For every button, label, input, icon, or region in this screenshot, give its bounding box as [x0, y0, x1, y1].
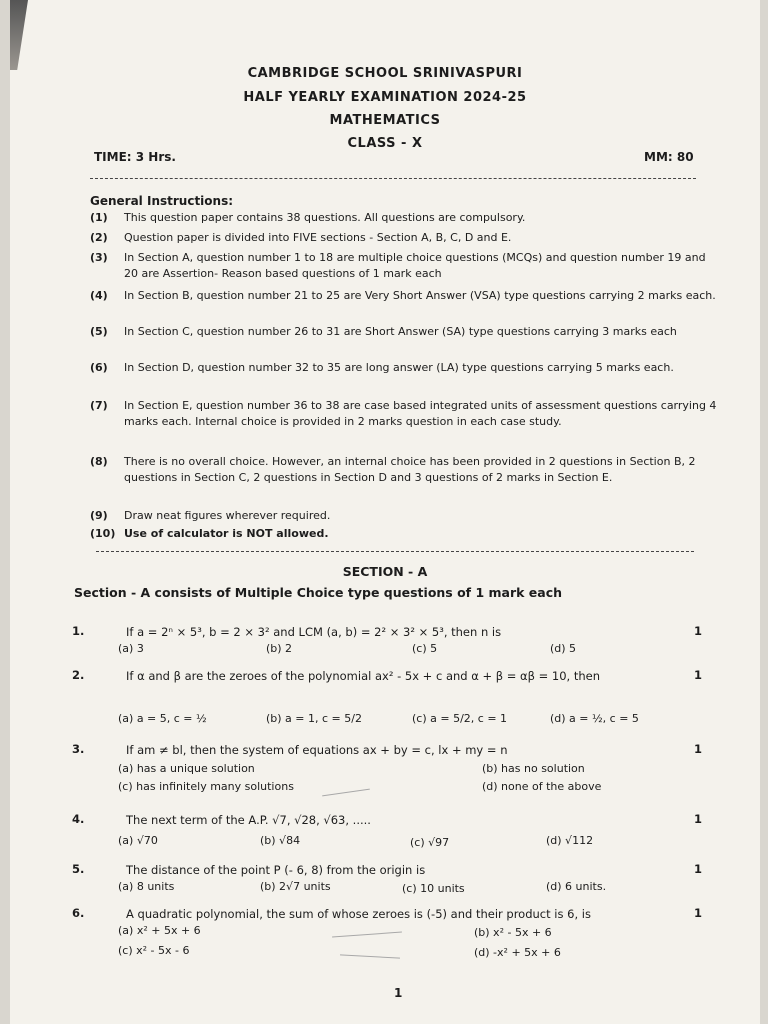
- question-marks: 1: [694, 862, 703, 876]
- instruction-item: [90, 250, 720, 282]
- instruction-item: [90, 324, 720, 340]
- instruction-number: (4): [90, 289, 108, 302]
- pencil-mark: [332, 932, 402, 938]
- option: (c) x² - 5x - 6: [118, 944, 190, 957]
- option: (a) 8 units: [118, 880, 175, 893]
- option: (c) √97: [410, 836, 450, 849]
- option: (d) √112: [546, 834, 594, 847]
- instruction-text: Use of calculator is NOT allowed.: [124, 527, 329, 540]
- school-name: CAMBRIDGE SCHOOL SRINIVASPURI: [247, 66, 523, 81]
- instruction-number: (1): [90, 211, 108, 224]
- instruction-text: There is no overall choice. However, an internal choice has been provided in 2 questions in Section B, 2 questions in Section C, 2 questions in Section D and 3 questions of 2 marks in Section E.: [124, 455, 696, 484]
- instruction-text: Draw neat figures wherever required.: [124, 509, 331, 522]
- question-marks: 1: [694, 906, 703, 920]
- pencil-mark: [340, 954, 400, 958]
- option: (b) x² - 5x + 6: [474, 926, 552, 939]
- question-text: The distance of the point P (- 6, 8) from the origin is: [126, 863, 426, 877]
- instruction-text: Question paper is divided into FIVE sections - Section A, B, C, D and E.: [124, 231, 512, 244]
- instruction-item: [90, 508, 720, 524]
- exam-title: HALF YEARLY EXAMINATION 2024-25: [243, 90, 527, 105]
- option: (a) has a unique solution: [118, 762, 255, 775]
- option: (a) a = 5, c = ½: [118, 712, 207, 725]
- page-edge-shadow: [10, 0, 28, 70]
- instruction-number: (3): [90, 251, 108, 264]
- option: (d) 5: [550, 642, 577, 655]
- instruction-text: In Section D, question number 32 to 35 are long answer (LA) type questions carrying 5 marks each.: [124, 361, 674, 374]
- instruction-text: In Section B, question number 21 to 25 are Very Short Answer (VSA) type questions carrying 2 marks each.: [124, 289, 716, 302]
- option: (b) has no solution: [482, 762, 585, 775]
- question-text: If α and β are the zeroes of the polynomial ax² - 5x + c and α + β = αβ = 10, then: [126, 669, 601, 683]
- question-number: 4.: [72, 812, 85, 826]
- instruction-number: (2): [90, 231, 108, 244]
- instruction-text: In Section A, question number 1 to 18 are multiple choice questions (MCQs) and question number 19 and 20 are Assertion- Reason based questions of 1 mark each: [124, 251, 706, 280]
- instruction-number: (6): [90, 361, 108, 374]
- instructions-title: General Instructions:: [90, 194, 234, 208]
- option: (c) 5: [412, 642, 438, 655]
- divider: [96, 551, 694, 552]
- page-number: 1: [394, 986, 403, 1000]
- option: (c) has infinitely many solutions: [118, 780, 294, 793]
- subject-title: MATHEMATICS: [329, 113, 441, 128]
- time-allowed: TIME: 3 Hrs.: [94, 150, 176, 164]
- instruction-item: [90, 360, 720, 376]
- question-text: A quadratic polynomial, the sum of whose zeroes is (-5) and their product is 6, is: [126, 907, 591, 921]
- question-marks: 1: [694, 812, 703, 826]
- option: (c) a = 5/2, c = 1: [412, 712, 508, 725]
- question-number: 3.: [72, 742, 85, 756]
- question-number: 5.: [72, 862, 85, 876]
- exam-page: [10, 0, 760, 1024]
- question-marks: 1: [694, 742, 703, 756]
- instruction-number: (7): [90, 399, 108, 412]
- question-marks: 1: [694, 624, 703, 638]
- option: (d) none of the above: [482, 780, 602, 793]
- divider: [90, 178, 696, 179]
- instruction-number: (5): [90, 325, 108, 338]
- question-text: If a = 2ⁿ × 5³, b = 2 × 3² and LCM (a, b) = 2² × 3² × 5³, then n is: [126, 625, 502, 639]
- instruction-text: In Section C, question number 26 to 31 are Short Answer (SA) type questions carrying 3 marks each: [124, 325, 677, 338]
- question-number: 1.: [72, 624, 85, 638]
- option: (b) a = 1, c = 5/2: [266, 712, 362, 725]
- option: (b) 2√7 units: [260, 880, 331, 893]
- option: (a) 3: [118, 642, 144, 655]
- option: (a) √70: [118, 834, 158, 847]
- instruction-item: [90, 526, 720, 542]
- instruction-text: This question paper contains 38 questions. All questions are compulsory.: [124, 211, 526, 224]
- option: (d) -x² + 5x + 6: [474, 946, 561, 959]
- option: (d) 6 units.: [546, 880, 607, 893]
- instruction-item: [90, 230, 720, 246]
- instruction-number: (10): [90, 527, 116, 540]
- option: (d) a = ½, c = 5: [550, 712, 639, 725]
- max-marks: MM: 80: [644, 150, 694, 164]
- question-marks: 1: [694, 668, 703, 682]
- pencil-mark: [322, 789, 370, 797]
- option: (b) √84: [260, 834, 301, 847]
- section-a-subtitle: Section - A consists of Multiple Choice type questions of 1 mark each: [74, 585, 563, 600]
- class-title: CLASS - X: [347, 136, 423, 151]
- instruction-item: [90, 210, 720, 226]
- instruction-text: In Section E, question number 36 to 38 are case based integrated units of assessment questions carrying 4 marks each. Internal choice is provided in 2 marks question in each case study.: [124, 399, 717, 428]
- instruction-item: [90, 454, 720, 486]
- question-text: If am ≠ bl, then the system of equations ax + by = c, lx + my = n: [126, 743, 508, 757]
- instruction-number: (9): [90, 509, 108, 522]
- question-number: 2.: [72, 668, 85, 682]
- instruction-item: [90, 288, 720, 304]
- question-number: 6.: [72, 906, 85, 920]
- instruction-item: [90, 398, 720, 430]
- question-text: The next term of the A.P. √7, √28, √63, .....: [126, 813, 371, 827]
- section-a-title: SECTION - A: [342, 564, 428, 579]
- option: (a) x² + 5x + 6: [118, 924, 201, 937]
- option: (c) 10 units: [402, 882, 465, 895]
- instruction-number: (8): [90, 455, 108, 468]
- option: (b) 2: [266, 642, 293, 655]
